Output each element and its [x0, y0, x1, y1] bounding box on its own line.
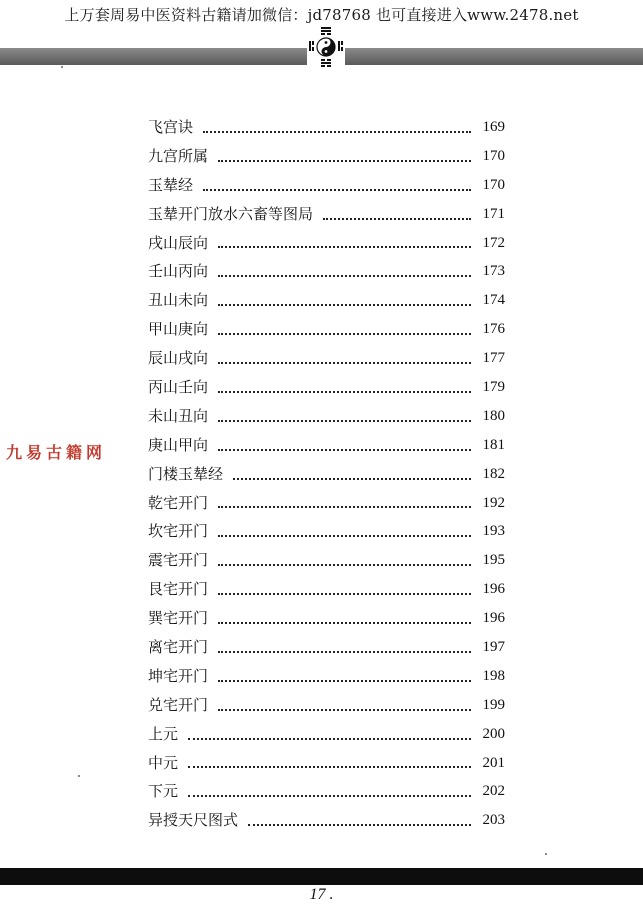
toc-entry-page: 170 — [482, 176, 505, 193]
toc-entry-page: 203 — [482, 812, 505, 829]
dot-leader — [218, 160, 471, 162]
toc-entry-page: 201 — [482, 754, 505, 771]
toc-entry-page: 180 — [482, 407, 505, 424]
dot-leader — [218, 709, 471, 711]
dot-leader — [218, 622, 471, 624]
toc-entry — [148, 720, 505, 749]
toc-entry-title: 下元 — [148, 782, 179, 801]
toc-entry — [148, 575, 505, 604]
toc-entry-title: 壬山丙向 — [148, 262, 209, 281]
dot-leader — [218, 304, 471, 306]
dot-leader — [218, 535, 471, 537]
toc-entry-title: 门楼玉辇经 — [148, 464, 224, 483]
toc-entry — [148, 315, 505, 344]
toc-entry — [148, 460, 505, 489]
dot-leader — [233, 478, 471, 480]
toc-entry — [148, 402, 505, 431]
toc-entry — [148, 749, 505, 778]
toc-entry-page: 197 — [482, 639, 505, 656]
toc-entry — [148, 604, 505, 633]
toc-entry-title: 上元 — [148, 724, 179, 743]
toc-entry — [148, 200, 505, 229]
toc-entry — [148, 691, 505, 720]
toc-entry — [148, 171, 505, 200]
dot-leader — [218, 680, 471, 682]
toc-entry-title: 未山丑向 — [148, 406, 209, 425]
page-number: 17 . — [309, 886, 334, 903]
dot-leader — [323, 218, 471, 220]
banner-text: 上万套周易中医资料古籍请加微信：jd78768 也可直接进入www.2478.net — [64, 6, 579, 24]
dot-leader — [218, 564, 471, 566]
toc-entry — [148, 489, 505, 518]
toc-entry — [148, 431, 505, 460]
dot-leader — [248, 824, 471, 826]
toc-entry-page: 171 — [482, 205, 505, 222]
dot-leader — [218, 246, 471, 248]
toc-entry-page: 169 — [482, 118, 505, 135]
toc-entry-page: 196 — [482, 581, 505, 598]
dot-leader — [188, 738, 471, 740]
dot-leader — [188, 766, 471, 768]
toc-entry-page: 181 — [482, 436, 505, 453]
toc-entry-title: 辰山戌向 — [148, 349, 209, 368]
toc-entry — [148, 229, 505, 258]
toc-entry-title: 丙山壬向 — [148, 378, 209, 396]
toc-entry-page: 200 — [482, 725, 505, 742]
toc-entry-title: 玉辇经 — [148, 175, 194, 194]
toc-entry-title: 震宅开门 — [148, 551, 209, 570]
toc-entry-page: 173 — [482, 263, 505, 280]
toc-entry-page: 195 — [482, 552, 505, 569]
toc-entry-title: 坎宅开门 — [148, 522, 209, 541]
dot-leader — [218, 362, 471, 364]
dot-leader — [218, 333, 471, 335]
toc-entry — [148, 662, 505, 691]
toc-entry-page: 174 — [482, 292, 505, 309]
dot-leader — [218, 651, 471, 653]
toc-entry — [148, 777, 505, 806]
toc-entry — [148, 257, 505, 286]
toc-entry-page: 170 — [482, 147, 505, 164]
table-of-contents — [148, 113, 505, 835]
toc-entry — [148, 517, 505, 546]
scan-speck — [545, 853, 547, 855]
toc-entry-title: 中元 — [148, 753, 179, 772]
toc-entry-page: 179 — [482, 379, 505, 395]
dot-leader — [218, 391, 471, 393]
toc-entry-title: 离宅开门 — [148, 638, 209, 657]
toc-entry-title: 坤宅开门 — [148, 666, 209, 685]
dot-leader — [203, 189, 471, 191]
toc-entry-title: 飞宫诀 — [148, 117, 194, 136]
toc-entry-page: 198 — [482, 667, 505, 684]
toc-entry-title: 乾宅开门 — [148, 493, 209, 512]
toc-entry-title: 丑山未向 — [148, 291, 209, 310]
toc-entry-title: 戌山辰向 — [148, 233, 209, 252]
toc-entry — [148, 546, 505, 575]
toc-entry-title: 巽宅开门 — [148, 609, 209, 628]
toc-entry-page: 177 — [482, 350, 505, 367]
toc-entry-title: 甲山庚向 — [148, 320, 209, 339]
toc-entry-page: 196 — [482, 610, 505, 627]
toc-entry-page: 192 — [482, 494, 505, 511]
dot-leader — [218, 449, 471, 451]
scan-speck — [61, 66, 63, 68]
dot-leader — [203, 131, 471, 133]
toc-entry — [148, 286, 505, 315]
dot-leader — [218, 593, 471, 595]
toc-entry-title: 玉辇开门放水六畜等图局 — [148, 204, 314, 223]
toc-entry — [148, 806, 505, 835]
toc-entry — [148, 113, 505, 142]
toc-entry-title: 兑宅开门 — [148, 695, 209, 714]
toc-entry-page: 199 — [482, 696, 505, 713]
toc-entry — [148, 142, 505, 171]
side-stamp: 九易古籍网 — [2, 440, 120, 466]
toc-entry-title: 异授天尺图式 — [148, 811, 239, 830]
toc-entry — [148, 344, 505, 373]
toc-entry-title: 艮宅开门 — [148, 580, 209, 599]
toc-entry-page: 176 — [482, 321, 505, 338]
toc-entry-title: 九宫所属 — [148, 146, 209, 165]
dot-leader — [218, 420, 471, 422]
toc-entry-page: 193 — [482, 523, 505, 540]
bagua-yinyang-icon — [305, 24, 347, 68]
toc-entry-page: 202 — [482, 783, 505, 800]
toc-entry-page: 172 — [482, 234, 505, 251]
toc-entry — [148, 373, 505, 402]
toc-entry — [148, 633, 505, 662]
footer-bar — [0, 868, 643, 885]
toc-entry-title: 庚山甲向 — [148, 435, 209, 454]
dot-leader — [188, 795, 471, 797]
toc-entry-page: 182 — [482, 465, 505, 482]
dot-leader — [218, 506, 471, 508]
dot-leader — [218, 275, 471, 277]
scan-speck — [78, 775, 80, 777]
